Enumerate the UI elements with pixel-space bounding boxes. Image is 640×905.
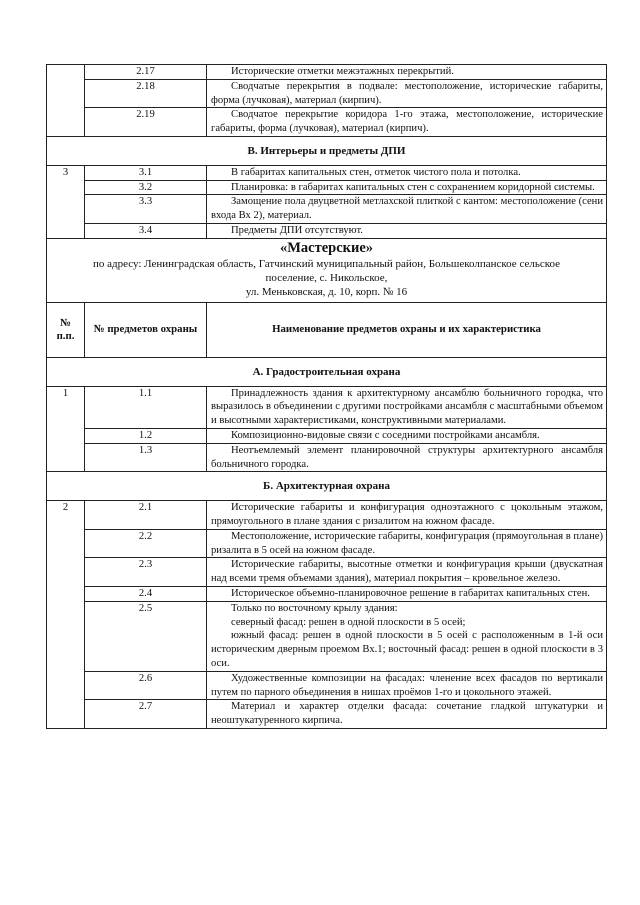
- item-description: Местоположение, исторические габариты, конфигурация (прямоугольная в плане) ризалита в 5 осей на южном фасаде.: [207, 529, 607, 558]
- table-row: [47, 65, 607, 80]
- table-row: [47, 558, 607, 587]
- item-description: [207, 601, 607, 671]
- item-number: 2.17: [85, 65, 207, 80]
- table-row: [47, 180, 607, 195]
- table-header-row: [47, 302, 607, 357]
- table-row: [47, 428, 607, 443]
- site-address-line: поселение, с. Никольское,: [265, 271, 388, 284]
- section-heading-row: [47, 357, 607, 386]
- table-row: [47, 671, 607, 700]
- item-description: Планировка: в габаритах капитальных стен с сохранением коридорной системы.: [207, 180, 607, 195]
- item-number: 2.1: [85, 501, 207, 530]
- item-description: Композиционно-видовые связи с соседними постройками ансамбля.: [207, 428, 607, 443]
- item-description: Исторические отметки межэтажных перекрытий.: [207, 65, 607, 80]
- item-number: 2.2: [85, 529, 207, 558]
- item-number: 2.7: [85, 700, 207, 729]
- description-line: северный фасад: решен в одной плоскости в 5 осей;: [231, 616, 466, 628]
- table-row: [47, 501, 607, 530]
- item-number: 2.18: [85, 79, 207, 108]
- item-description: Историческое объемно-планировочное решение в габаритах капитальных стен.: [207, 586, 607, 601]
- item-description: Сводчатые перекрытия в подвале: местоположение, исторические габариты, форма (лучковая), материал (кирпич).: [207, 79, 607, 108]
- item-description: Художественные композиции на фасадах: членение всех фасадов по вертикали путем по парного объединения в нишах проёмов 1-го и цокольного этажей.: [207, 671, 607, 700]
- site-address-line: ул. Меньковская, д. 10, корп. № 16: [245, 285, 408, 298]
- description-line: Только по восточному крылу здания:: [231, 602, 398, 614]
- item-number: 3.4: [85, 223, 207, 238]
- header-item-number: № предметов охраны: [85, 302, 207, 357]
- item-description: Принадлежность здания к архитектурному ансамблю больничного городка, что выразилось в объединении с другими постройками ансамбля с масштабными объемом и высотными характеристиками, конструктивными материалами.: [207, 386, 607, 428]
- item-number: 2.4: [85, 586, 207, 601]
- item-description: Замощение пола двуцветной метлахской плиткой с кантом: местоположение (сени входа Вх 2), материал.: [207, 195, 607, 224]
- item-description: Сводчатое перекрытие коридора 1-го этажа, местоположение, исторические габариты, форма (лучковая), материал (кирпич).: [207, 108, 607, 137]
- item-number: 2.5: [85, 601, 207, 671]
- section-heading-row: [47, 472, 607, 501]
- site-title: «Мастерские»: [279, 239, 374, 256]
- section-heading-row: [47, 136, 607, 165]
- item-description: Исторические габариты и конфигурация одноэтажного с цокольным этажом, прямоугольного в плане здания с ризалитом на южном фасаде.: [207, 501, 607, 530]
- header-description: Наименование предметов охраны и их характеристика: [207, 302, 607, 357]
- table-row: [47, 223, 607, 238]
- item-description: Неотъемлемый элемент планировочной структуры архитектурного ансамбля больничного городка.: [207, 443, 607, 472]
- header-number: № п.п.: [47, 302, 85, 357]
- site-heading-row: [47, 238, 607, 302]
- item-number: 1.1: [85, 386, 207, 428]
- site-address-line: по адресу: Ленинградская область, Гатчинский муниципальный район, Большеколпанское сельское: [92, 257, 561, 270]
- section-a-title: А. Градостроительная охрана: [47, 357, 607, 386]
- table-row: [47, 700, 607, 729]
- item-description: В габаритах капитальных стен, отметок чистого пола и потолка.: [207, 165, 607, 180]
- table-row: [47, 195, 607, 224]
- item-description: Исторические габариты, высотные отметки и конфигурация крыши (двускатная над всеми тремя объемами здания), материал покрытия – кровельное железо.: [207, 558, 607, 587]
- group-number: 2: [47, 501, 85, 729]
- table-row: [47, 443, 607, 472]
- item-number: 1.3: [85, 443, 207, 472]
- description-line: южный фасад: решен в одной плоскости в 5 осей с расположенным в 1-й оси историческим дверным проемом Вх.1; восточный фасад: решен в одной плоскости в 3 оси.: [211, 630, 603, 669]
- item-description: Материал и характер отделки фасада: сочетание гладкой штукатурки и неоштукатуренного кирпича.: [207, 700, 607, 729]
- table-row: [47, 79, 607, 108]
- item-number: 2.19: [85, 108, 207, 137]
- item-description: Предметы ДПИ отсутствуют.: [207, 223, 607, 238]
- table-row: [47, 601, 607, 671]
- table-row: [47, 108, 607, 137]
- item-number: 3.1: [85, 165, 207, 180]
- section-b-title: Б. Архитектурная охрана: [47, 472, 607, 501]
- table-row: [47, 386, 607, 428]
- table-row: [47, 586, 607, 601]
- group-number: 3: [47, 165, 85, 238]
- item-number: 3.3: [85, 195, 207, 224]
- protection-table: [46, 64, 607, 729]
- table-row: [47, 165, 607, 180]
- site-heading: [47, 238, 607, 302]
- item-number: 1.2: [85, 428, 207, 443]
- item-number: 3.2: [85, 180, 207, 195]
- table-row: [47, 529, 607, 558]
- section-v-title: В. Интерьеры и предметы ДПИ: [47, 136, 607, 165]
- group-number: 1: [47, 386, 85, 472]
- group-cell: [47, 65, 85, 137]
- item-number: 2.6: [85, 671, 207, 700]
- item-number: 2.3: [85, 558, 207, 587]
